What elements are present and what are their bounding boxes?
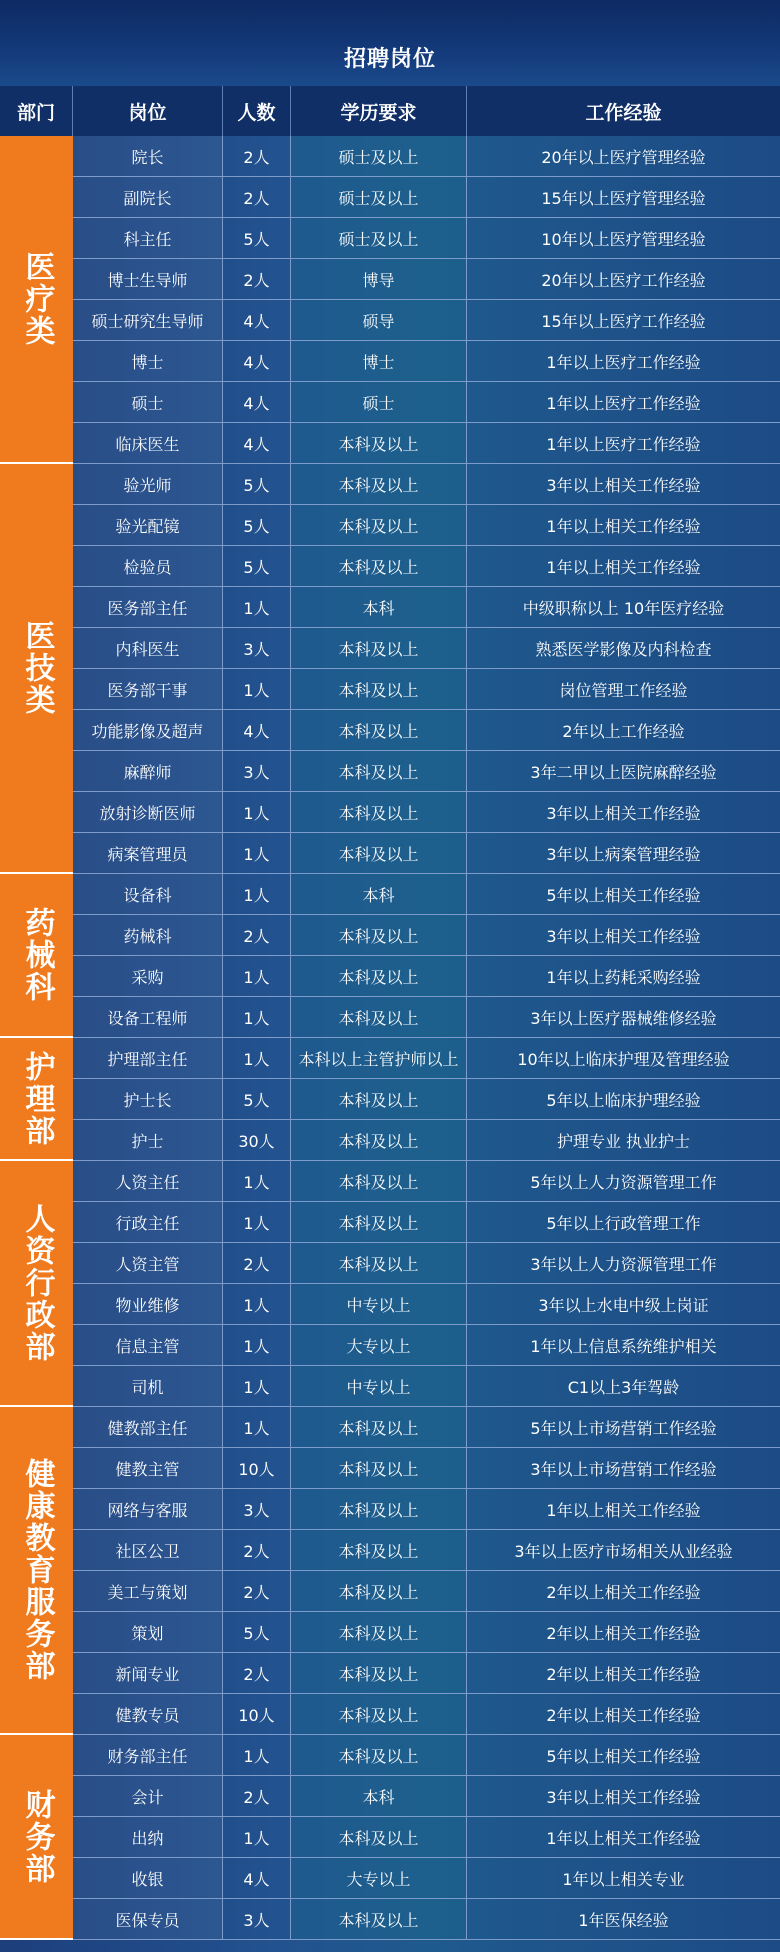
count-cell: 2人 <box>223 1243 291 1283</box>
position-cell: 收银 <box>73 1858 223 1898</box>
position-cell: 健教部主任 <box>73 1407 223 1447</box>
dept-cell <box>0 1161 73 1407</box>
count-cell: 2人 <box>223 1776 291 1816</box>
experience-cell: 1年以上相关工作经验 <box>546 1828 701 1848</box>
title-banner <box>0 0 780 86</box>
position-cell: 社区公卫 <box>73 1530 223 1570</box>
experience-cell: 3年以上病案管理经验 <box>546 844 701 864</box>
experience-cell: 3年以上医疗器械维修经验 <box>530 1008 717 1028</box>
education-cell: 本科及以上 <box>291 669 467 709</box>
experience-cell: 1年以上相关工作经验 <box>546 516 701 536</box>
experience-cell: 护理专业 执业护士 <box>556 1131 691 1151</box>
education-cell: 硕士 <box>291 382 467 422</box>
table-row <box>73 1776 780 1817</box>
count-cell: 1人 <box>223 792 291 832</box>
education-cell: 本科及以上 <box>291 1694 467 1734</box>
position-cell: 放射诊断医师 <box>73 792 223 832</box>
table-row <box>73 1038 780 1079</box>
table-row <box>73 1612 780 1653</box>
experience-cell: 1年医保经验 <box>578 1910 669 1930</box>
table-row <box>73 1489 780 1530</box>
dept-label: 护理部 <box>19 1050 55 1147</box>
dept-label: 健康教育服务部 <box>19 1458 55 1682</box>
count-cell: 2人 <box>223 259 291 299</box>
position-cell: 功能影像及超声 <box>73 710 223 750</box>
dept-cell <box>0 1735 73 1940</box>
education-cell: 本科及以上 <box>291 546 467 586</box>
table-row <box>73 177 780 218</box>
table-row <box>73 218 780 259</box>
count-cell: 4人 <box>223 382 291 422</box>
experience-cell: 1年以上相关专业 <box>562 1869 685 1889</box>
position-cell: 验光师 <box>73 464 223 504</box>
table-row <box>73 259 780 300</box>
education-cell: 本科及以上 <box>291 1079 467 1119</box>
count-cell: 30人 <box>223 1120 291 1160</box>
education-cell: 本科 <box>291 1776 467 1816</box>
position-cell: 人资主管 <box>73 1243 223 1283</box>
experience-cell: 2年以上相关工作经验 <box>546 1705 701 1725</box>
position-cell: 新闻专业 <box>73 1653 223 1693</box>
experience-cell: 1年以上医疗工作经验 <box>546 352 701 372</box>
position-cell: 护理部主任 <box>73 1038 223 1078</box>
position-cell: 设备工程师 <box>73 997 223 1037</box>
count-cell: 1人 <box>223 1202 291 1242</box>
education-cell: 博士 <box>291 341 467 381</box>
experience-cell: 15年以上医疗管理经验 <box>541 188 706 208</box>
table-row <box>73 833 780 874</box>
experience-cell: 10年以上临床护理及管理经验 <box>517 1049 730 1069</box>
dept-label: 医疗类 <box>19 251 55 347</box>
experience-cell: 3年以上水电中级上岗证 <box>538 1295 709 1315</box>
education-cell: 本科及以上 <box>291 628 467 668</box>
position-cell: 策划 <box>73 1612 223 1652</box>
count-cell: 1人 <box>223 997 291 1037</box>
education-cell: 本科及以上 <box>291 833 467 873</box>
count-cell: 1人 <box>223 1284 291 1324</box>
experience-cell: 5年以上相关工作经验 <box>546 1746 701 1766</box>
count-cell: 4人 <box>223 710 291 750</box>
count-cell: 1人 <box>223 587 291 627</box>
table-row <box>73 1858 780 1899</box>
education-cell: 本科 <box>291 587 467 627</box>
position-cell: 网络与客服 <box>73 1489 223 1529</box>
position-cell: 美工与策划 <box>73 1571 223 1611</box>
count-cell: 2人 <box>223 915 291 955</box>
header-position: 岗位 <box>73 86 223 136</box>
position-cell: 病案管理员 <box>73 833 223 873</box>
education-cell: 硕士及以上 <box>291 136 467 176</box>
education-cell: 本科及以上 <box>291 1407 467 1447</box>
education-cell: 本科及以上 <box>291 464 467 504</box>
count-cell: 5人 <box>223 218 291 258</box>
position-cell: 博士 <box>73 341 223 381</box>
education-cell: 本科及以上 <box>291 1243 467 1283</box>
position-cell: 护士长 <box>73 1079 223 1119</box>
experience-cell: 20年以上医疗工作经验 <box>541 270 706 290</box>
experience-cell: 5年以上相关工作经验 <box>546 885 701 905</box>
count-cell: 2人 <box>223 177 291 217</box>
count-cell: 1人 <box>223 956 291 996</box>
education-cell: 大专以上 <box>291 1858 467 1898</box>
count-cell: 1人 <box>223 1366 291 1406</box>
table-row <box>73 1202 780 1243</box>
position-cell: 麻醉师 <box>73 751 223 791</box>
table-row <box>73 628 780 669</box>
table-row <box>73 300 780 341</box>
experience-cell: 3年以上人力资源管理工作 <box>530 1254 717 1274</box>
position-cell: 设备科 <box>73 874 223 914</box>
experience-cell: 2年以上工作经验 <box>562 721 685 741</box>
experience-cell: 5年以上临床护理经验 <box>546 1090 701 1110</box>
table-row <box>73 546 780 587</box>
education-cell: 本科 <box>291 874 467 914</box>
table-row <box>73 505 780 546</box>
position-cell: 院长 <box>73 136 223 176</box>
table-row <box>73 1899 780 1940</box>
table-row <box>73 464 780 505</box>
count-cell: 1人 <box>223 874 291 914</box>
education-cell: 本科以上主管护师以上 <box>291 1038 467 1078</box>
position-cell: 硕士研究生导师 <box>73 300 223 340</box>
count-cell: 2人 <box>223 1530 291 1570</box>
experience-cell: 2年以上相关工作经验 <box>546 1623 701 1643</box>
experience-cell: 1年以上医疗工作经验 <box>546 393 701 413</box>
experience-cell: 岗位管理工作经验 <box>559 680 688 700</box>
position-cell: 副院长 <box>73 177 223 217</box>
table-row <box>73 1448 780 1489</box>
position-cell: 科主任 <box>73 218 223 258</box>
table-row <box>73 587 780 628</box>
table-row <box>73 1407 780 1448</box>
count-cell: 5人 <box>223 546 291 586</box>
experience-cell: 3年二甲以上医院麻醉经验 <box>530 762 717 782</box>
position-cell: 物业维修 <box>73 1284 223 1324</box>
table-row <box>73 1530 780 1571</box>
table-row <box>73 1817 780 1858</box>
table-row <box>73 669 780 710</box>
dept-cell <box>0 1407 73 1735</box>
education-cell: 本科及以上 <box>291 1653 467 1693</box>
page-title: 招聘岗位 <box>343 46 436 72</box>
experience-cell: 20年以上医疗管理经验 <box>541 147 706 167</box>
position-cell: 药械科 <box>73 915 223 955</box>
dept-cell <box>0 136 73 464</box>
position-cell: 护士 <box>73 1120 223 1160</box>
education-cell: 本科及以上 <box>291 956 467 996</box>
experience-cell: 5年以上市场营销工作经验 <box>530 1418 717 1438</box>
experience-cell: 5年以上人力资源管理工作 <box>530 1172 717 1192</box>
dept-label: 医技类 <box>19 620 55 716</box>
position-cell: 检验员 <box>73 546 223 586</box>
position-cell: 健教主管 <box>73 1448 223 1488</box>
position-cell: 采购 <box>73 956 223 996</box>
education-cell: 硕士及以上 <box>291 218 467 258</box>
count-cell: 1人 <box>223 1161 291 1201</box>
education-cell: 本科及以上 <box>291 1120 467 1160</box>
table-row <box>73 874 780 915</box>
table-row <box>73 1366 780 1407</box>
education-cell: 本科及以上 <box>291 1161 467 1201</box>
count-cell: 3人 <box>223 1899 291 1939</box>
table-row <box>73 710 780 751</box>
education-cell: 硕导 <box>291 300 467 340</box>
count-cell: 1人 <box>223 1735 291 1775</box>
table-row <box>73 751 780 792</box>
education-cell: 中专以上 <box>291 1366 467 1406</box>
experience-cell: 10年以上医疗管理经验 <box>541 229 706 249</box>
table-row <box>73 1325 780 1366</box>
experience-cell: 2年以上相关工作经验 <box>546 1582 701 1602</box>
count-cell: 5人 <box>223 1079 291 1119</box>
count-cell: 1人 <box>223 833 291 873</box>
position-cell: 财务部主任 <box>73 1735 223 1775</box>
education-cell: 本科及以上 <box>291 1448 467 1488</box>
table-row <box>73 915 780 956</box>
table-row <box>73 1571 780 1612</box>
count-cell: 2人 <box>223 136 291 176</box>
education-cell: 本科及以上 <box>291 751 467 791</box>
table-row <box>73 382 780 423</box>
position-cell: 行政主任 <box>73 1202 223 1242</box>
position-cell: 医保专员 <box>73 1899 223 1939</box>
education-cell: 本科及以上 <box>291 1899 467 1939</box>
dept-label: 药械科 <box>19 907 55 1003</box>
count-cell: 5人 <box>223 1612 291 1652</box>
table-row <box>73 1694 780 1735</box>
experience-cell: 15年以上医疗工作经验 <box>541 311 706 331</box>
education-cell: 本科及以上 <box>291 710 467 750</box>
header-experience: 工作经验 <box>585 101 662 124</box>
header-dept: 部门 <box>0 86 73 136</box>
dept-label: 人资行政部 <box>19 1203 55 1363</box>
experience-cell: 1年以上医疗工作经验 <box>546 434 701 454</box>
position-cell: 会计 <box>73 1776 223 1816</box>
count-cell: 1人 <box>223 1038 291 1078</box>
count-cell: 2人 <box>223 1653 291 1693</box>
position-cell: 健教专员 <box>73 1694 223 1734</box>
table-row <box>73 1284 780 1325</box>
table-row <box>73 1243 780 1284</box>
experience-cell: 3年以上市场营销工作经验 <box>530 1459 717 1479</box>
table-row <box>73 136 780 177</box>
education-cell: 本科及以上 <box>291 1612 467 1652</box>
count-cell: 3人 <box>223 628 291 668</box>
experience-cell: 1年以上信息系统维护相关 <box>530 1336 717 1356</box>
position-cell: 信息主管 <box>73 1325 223 1365</box>
education-cell: 本科及以上 <box>291 1735 467 1775</box>
position-cell: 临床医生 <box>73 423 223 463</box>
experience-cell: 1年以上相关工作经验 <box>546 1500 701 1520</box>
position-cell: 人资主任 <box>73 1161 223 1201</box>
education-cell: 本科及以上 <box>291 1202 467 1242</box>
count-cell: 1人 <box>223 1325 291 1365</box>
education-cell: 本科及以上 <box>291 915 467 955</box>
count-cell: 2人 <box>223 1571 291 1611</box>
table-row <box>73 1079 780 1120</box>
education-cell: 博导 <box>291 259 467 299</box>
experience-cell: 3年以上相关工作经验 <box>546 475 701 495</box>
dept-cell <box>0 1038 73 1161</box>
education-cell: 本科及以上 <box>291 423 467 463</box>
experience-cell: 熟悉医学影像及内科检查 <box>535 639 712 659</box>
dept-cell <box>0 464 73 874</box>
count-cell: 4人 <box>223 341 291 381</box>
count-cell: 4人 <box>223 1858 291 1898</box>
count-cell: 1人 <box>223 1817 291 1857</box>
count-cell: 5人 <box>223 464 291 504</box>
education-cell: 本科及以上 <box>291 792 467 832</box>
experience-cell: 5年以上行政管理工作 <box>546 1213 701 1233</box>
education-cell: 本科及以上 <box>291 1489 467 1529</box>
education-cell: 硕士及以上 <box>291 177 467 217</box>
education-cell: 中专以上 <box>291 1284 467 1324</box>
position-cell: 医务部主任 <box>73 587 223 627</box>
experience-cell: 3年以上医疗市场相关从业经验 <box>514 1541 733 1561</box>
position-cell: 博士生导师 <box>73 259 223 299</box>
position-cell: 医务部干事 <box>73 669 223 709</box>
education-cell: 大专以上 <box>291 1325 467 1365</box>
count-cell: 1人 <box>223 1407 291 1447</box>
table-row <box>73 1735 780 1776</box>
table-row <box>73 956 780 997</box>
position-cell: 司机 <box>73 1366 223 1406</box>
table-header <box>0 86 780 136</box>
table-row <box>73 341 780 382</box>
count-cell: 3人 <box>223 1489 291 1529</box>
experience-cell: C1以上3年驾龄 <box>567 1377 680 1397</box>
header-count: 人数 <box>223 86 291 136</box>
experience-cell: 1年以上药耗采购经验 <box>546 967 701 987</box>
count-cell: 3人 <box>223 751 291 791</box>
count-cell: 1人 <box>223 669 291 709</box>
dept-cell <box>0 874 73 1038</box>
experience-cell: 3年以上相关工作经验 <box>546 803 701 823</box>
education-cell: 本科及以上 <box>291 505 467 545</box>
dept-label: 财务部 <box>19 1788 55 1885</box>
experience-cell: 3年以上相关工作经验 <box>546 1787 701 1807</box>
count-cell: 4人 <box>223 300 291 340</box>
position-cell: 内科医生 <box>73 628 223 668</box>
header-education: 学历要求 <box>291 86 467 136</box>
position-cell: 出纳 <box>73 1817 223 1857</box>
experience-cell: 3年以上相关工作经验 <box>546 926 701 946</box>
experience-cell: 中级职称以上 10年医疗经验 <box>522 598 725 618</box>
education-cell: 本科及以上 <box>291 997 467 1037</box>
education-cell: 本科及以上 <box>291 1530 467 1570</box>
position-cell: 硕士 <box>73 382 223 422</box>
education-cell: 本科及以上 <box>291 1817 467 1857</box>
table-row <box>73 997 780 1038</box>
education-cell: 本科及以上 <box>291 1571 467 1611</box>
table-row <box>73 1120 780 1161</box>
table-row <box>73 423 780 464</box>
experience-cell: 2年以上相关工作经验 <box>546 1664 701 1684</box>
table-row <box>73 1653 780 1694</box>
count-cell: 10人 <box>223 1694 291 1734</box>
count-cell: 4人 <box>223 423 291 463</box>
position-cell: 验光配镜 <box>73 505 223 545</box>
count-cell: 5人 <box>223 505 291 545</box>
table-row <box>73 792 780 833</box>
table-row <box>73 1161 780 1202</box>
count-cell: 10人 <box>223 1448 291 1488</box>
experience-cell: 1年以上相关工作经验 <box>546 557 701 577</box>
